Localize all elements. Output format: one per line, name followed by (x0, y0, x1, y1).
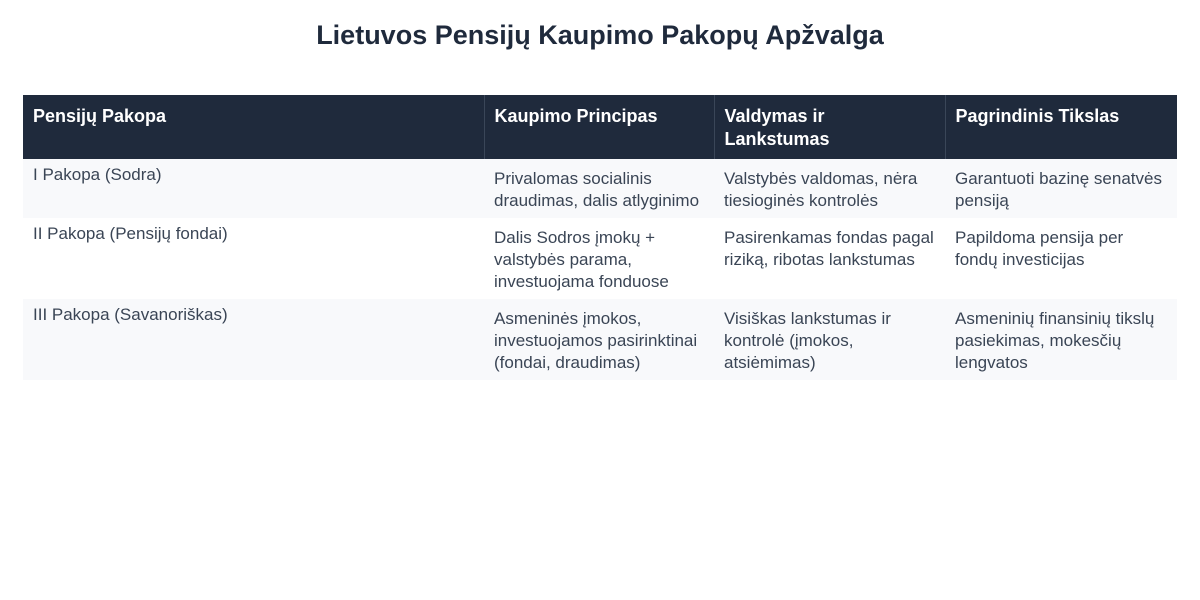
pension-tiers-table-container (23, 95, 1177, 380)
column-header-management: Valdymas ir Lankstumas (714, 95, 945, 159)
cell-tier: II Pakopa (Pensijų fondai) (23, 218, 484, 299)
cell-goal: Asmeninių finansinių tikslų pasiekimas, mokesčių lengvatos (945, 299, 1177, 380)
cell-principle: Privalomas socialinis draudimas, dalis atlyginimo (484, 159, 714, 218)
column-header-goal: Pagrindinis Tikslas (945, 95, 1177, 159)
cell-management: Pasirenkamas fondas pagal riziką, ribotas lankstumas (714, 218, 945, 299)
table-header-row (23, 95, 1177, 159)
pension-tiers-table (23, 95, 1177, 380)
table-row (23, 159, 1177, 218)
cell-principle: Asmeninės įmokos, investuojamos pasirinktinai (fondai, draudimas) (484, 299, 714, 380)
cell-goal: Garantuoti bazinę senatvės pensiją (945, 159, 1177, 218)
cell-management: Valstybės valdomas, nėra tiesioginės kontrolės (714, 159, 945, 218)
table-body (23, 159, 1177, 380)
page-title: Lietuvos Pensijų Kaupimo Pakopų Apžvalga (316, 20, 884, 50)
cell-management: Visiškas lankstumas ir kontrolė (įmokos, atsiėmimas) (714, 299, 945, 380)
cell-tier: I Pakopa (Sodra) (23, 159, 484, 218)
table-row (23, 218, 1177, 299)
table-header (23, 95, 1177, 159)
cell-tier: III Pakopa (Savanoriškas) (23, 299, 484, 380)
table-row (23, 299, 1177, 380)
cell-principle: Dalis Sodros įmokų + valstybės parama, investuojama fonduose (484, 218, 714, 299)
column-header-tier: Pensijų Pakopa (23, 95, 484, 159)
column-header-principle: Kaupimo Principas (484, 95, 714, 159)
cell-goal: Papildoma pensija per fondų investicijas (945, 218, 1177, 299)
